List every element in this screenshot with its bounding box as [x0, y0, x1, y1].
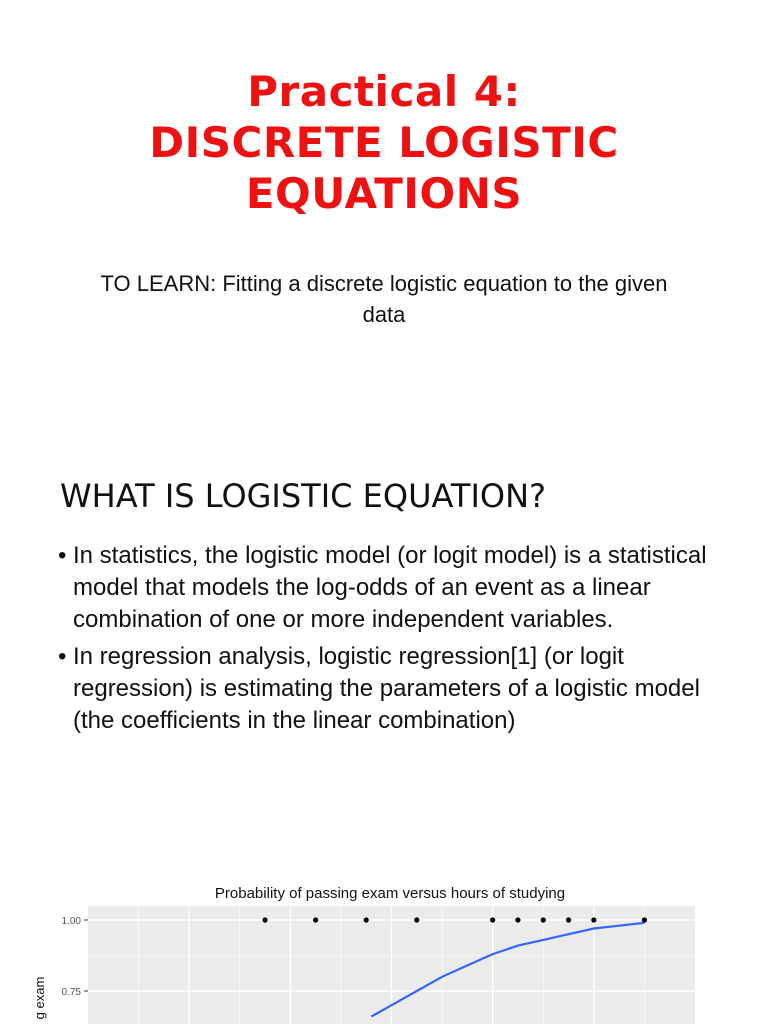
y-axis-label: g exam	[32, 976, 47, 1020]
data-point	[515, 917, 520, 922]
section-heading: WHAT IS LOGISTIC EQUATION?	[60, 477, 546, 515]
y-tick-label: 1.00	[61, 916, 81, 927]
bullet-text: In regression analysis, logistic regression[1] (or logit regression) is estimating the parameters of a logistic model (the coefficients in the linear combination)	[73, 643, 700, 734]
bullet-symbol: •	[58, 643, 67, 670]
data-point	[364, 917, 369, 922]
logistic-chart	[0, 870, 768, 1024]
title-line-1: Practical 4:	[247, 67, 521, 116]
learning-objective: TO LEARN: Fitting a discrete logistic equation to the given data	[100, 271, 668, 327]
bullet-list	[58, 540, 718, 742]
bullet-symbol: •	[58, 542, 67, 569]
title-line-2: DISCRETE LOGISTIC	[149, 118, 619, 167]
data-point	[566, 917, 571, 922]
data-point	[313, 917, 318, 922]
bullet-item	[58, 641, 718, 737]
slide-title	[0, 66, 768, 219]
y-tick-label: 0.75	[61, 987, 81, 998]
y-axis	[62, 916, 88, 998]
data-point	[541, 917, 546, 922]
chart-title: Probability of passing exam versus hours of studying	[214, 885, 566, 902]
data-point	[591, 917, 596, 922]
data-point	[414, 917, 419, 922]
data-point	[262, 917, 267, 922]
title-line-3: EQUATIONS	[245, 169, 523, 218]
data-point	[490, 917, 495, 922]
bullet-item	[58, 540, 718, 636]
bullet-text: In statistics, the logistic model (or logit model) is a statistical model that models the log-odds of an event as a linear combination of one or more independent variables.	[73, 542, 707, 633]
data-point	[642, 917, 647, 922]
